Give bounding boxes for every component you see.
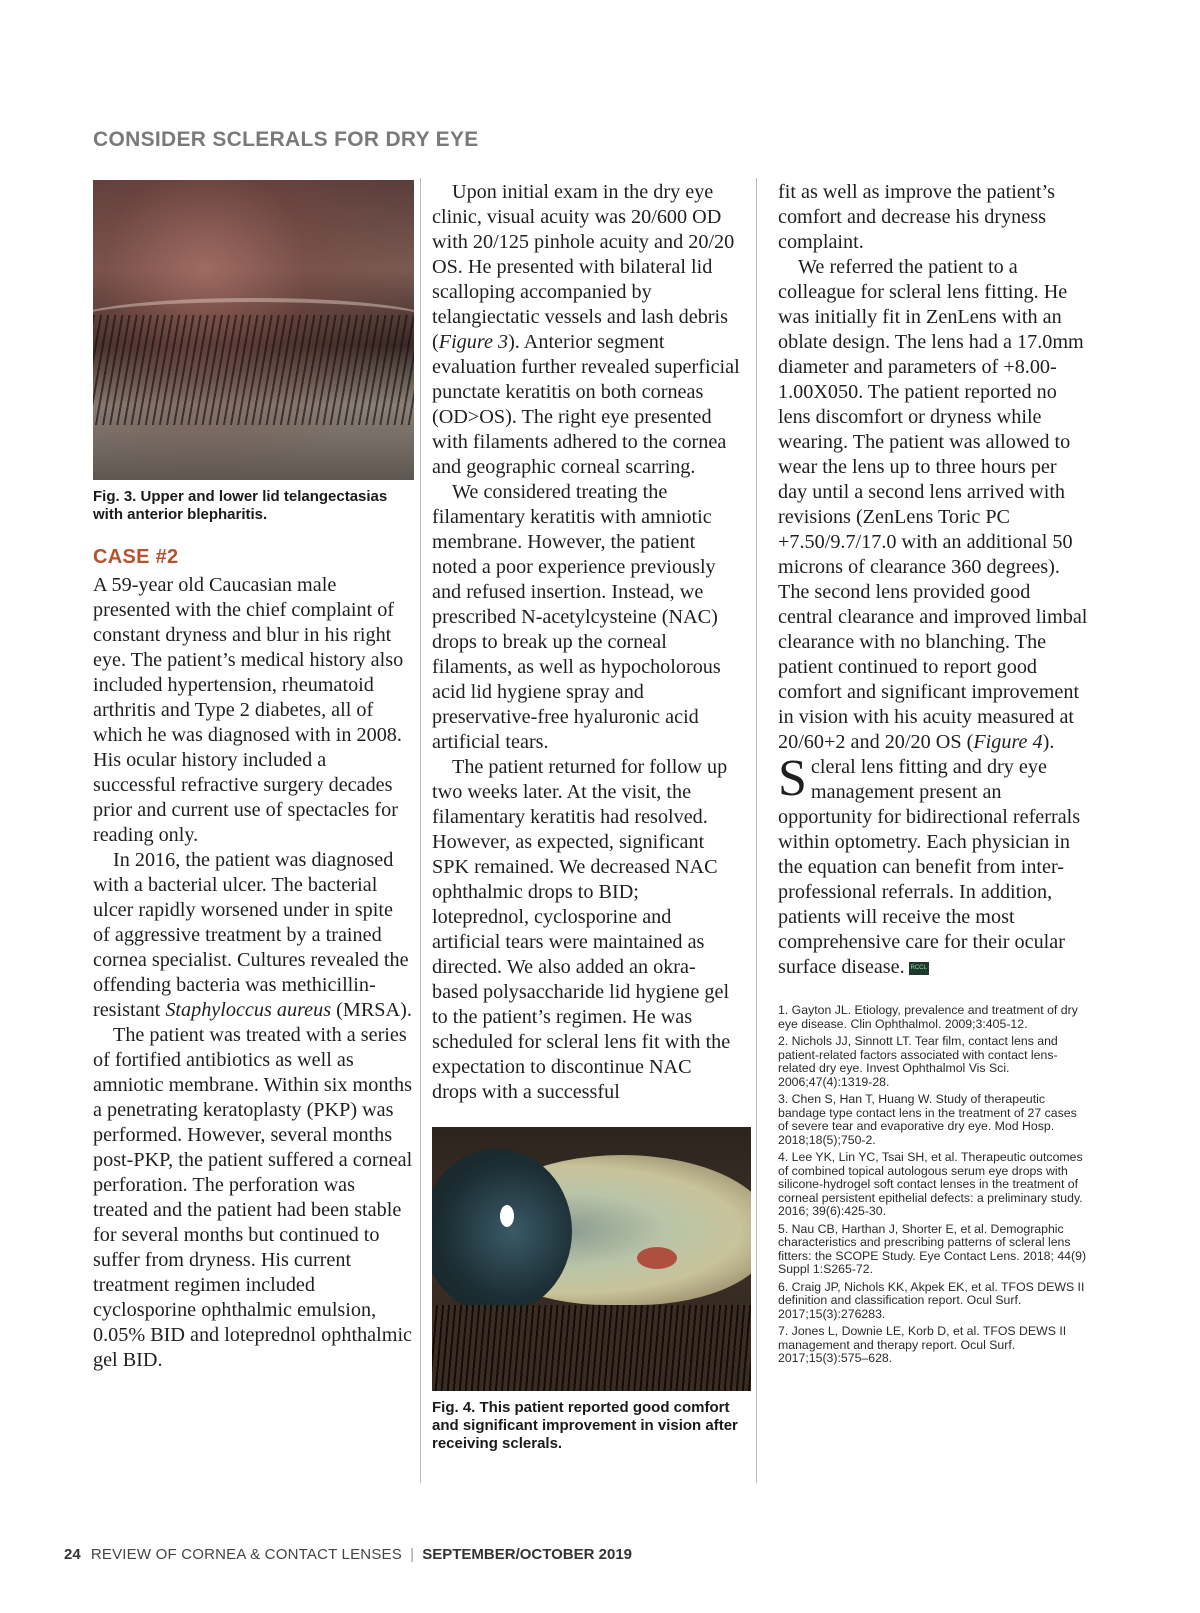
drop-cap: S <box>778 750 807 807</box>
paragraph: A 59-year old Caucasian male presented with the chief complaint of constant dryness and blur in his right eye. The patient’s medical history also included hypertension, rheumatoid arthritis and Type 2 diabetes, all of which he was diagnosed with in 2008. His ocular history included a successful refractive surgery decades prior and current use of spectacles for reading only. <box>93 574 404 846</box>
reference-item: 4. Lee YK, Lin YC, Tsai SH, et al. Therapeutic outcomes of combined topical autologous serum eye drops with silicone-hydrogel soft contact lenses in the treatment of corneal persistent epithelial defects: a preliminary study. 2016; 39(6):425-30. <box>778 1150 1083 1218</box>
publication-name: REVIEW OF CORNEA & CONTACT LENSES <box>90 1546 402 1563</box>
reference-item: 2. Nichols JJ, Sinnott LT. Tear film, contact lens and patient-related factors associated with contact lens-related dry eye. Invest Ophthalmol Vis Sci. 2006;47(4):1319-28. <box>778 1034 1058 1089</box>
column-divider <box>420 178 421 1483</box>
figure-3-photo <box>93 180 414 480</box>
end-mark-logo: RCCL <box>909 962 929 975</box>
page-footer <box>64 1546 632 1563</box>
figure-3-caption: Fig. 3. Upper and lower lid telangectasias with anterior blepharitis. <box>93 488 388 523</box>
figure-4-caption: Fig. 4. This patient reported good comfort and significant improvement in vision after receiving sclerals. <box>432 1399 738 1452</box>
paragraph: We considered treating the filamentary keratitis with amniotic membrane. However, the patient noted a poor experience previously and refused insertion. Instead, we prescribed N-acetylcysteine (NAC) drops to break up the corneal filaments, as well as hypocholorous acid lid hygiene spray and preservative-free hyaluronic acid artificial tears. <box>432 481 721 753</box>
column-2 <box>432 180 740 1453</box>
column-3 <box>778 180 1088 1370</box>
reference-item: 6. Craig JP, Nichols KK, Akpek EK, et al. TFOS DEWS II definition and classification report. Ocul Surf. 2017;15(3):276283. <box>778 1279 1085 1321</box>
page-number: 24 <box>64 1546 81 1563</box>
case-heading: CASE #2 <box>93 546 179 568</box>
references-list <box>778 1004 1088 1366</box>
reference-item: 5. Nau CB, Harthan J, Shorter E, et al. Demographic characteristics and prescribing patterns of scleral lens fitters: the SCOPE Study. Eye Contact Lens. 2018; 44(9) Suppl 1:S265-72. <box>778 1221 1087 1276</box>
paragraph: The patient was treated with a series of fortified antibiotics as well as amniotic membrane. Within six months a penetrating keratoplasty (PKP) was performed. However, several months post-PKP, the patient suffered a corneal perforation. The perforation was treated and the patient had been stable for several months but continued to suffer from dryness. His current treatment regimen included cyclosporine ophthalmic emulsion, 0.05% BID and loteprednol ophthalmic gel BID. <box>93 1024 413 1371</box>
conclusion-paragraph: Scleral lens fitting and dry eye management present an opportunity for bidirectional referrals within optometry. Each physician in the equation can benefit from inter-professional referrals. In addition, patients will receive the most comprehensive care for their ocular surface disease. RCCL <box>778 750 1081 978</box>
paragraph: Upon initial exam in the dry eye clinic, visual acuity was 20/600 OD with 20/125 pinhole acuity and 20/20 OS. He presented with bilateral lid scalloping accompanied by telangiectatic vessels and lash debris (Figure 3). Anterior segment evaluation further revealed superficial punctate keratitis on both corneas (OD>OS). The right eye presented with filaments adhered to the cornea and geographic corneal scarring. <box>432 181 740 478</box>
figure-4-photo <box>432 1127 751 1391</box>
paragraph: fit as well as improve the patient’s comfort and decrease his dryness complaint. <box>778 181 1055 253</box>
section-title: CONSIDER SCLERALS FOR DRY EYE <box>93 128 479 151</box>
paragraph: In 2016, the patient was diagnosed with a bacterial ulcer. The bacterial ulcer rapidly worsened under in spite of aggressive treatment by a trained cornea specialist. Cultures revealed the offending bacteria was methicillin-resistant Staphyloccus aureus (MRSA). <box>93 849 412 1021</box>
footer-separator: | <box>410 1546 415 1563</box>
reference-item: 3. Chen S, Han T, Huang W. Study of therapeutic bandage type contact lens in the treatment of 27 cases of severe tear and evaporative dry eye. Mod Hosp. 2018;18(5);750-2. <box>778 1092 1077 1147</box>
reference-item: 7. Jones L, Downie LE, Korb D, et al. TFOS DEWS II management and therapy report. Ocul Surf. 2017;15(3):575–628. <box>778 1324 1067 1365</box>
reference-item: 1. Gayton JL. Etiology, prevalence and treatment of dry eye disease. Clin Ophthalmol. 2009;3:405-12. <box>778 1003 1078 1031</box>
column-1 <box>93 180 413 1373</box>
paragraph: The patient returned for follow up two weeks later. At the visit, the filamentary keratitis had resolved. However, as expected, significant SPK remained. We decreased NAC ophthalmic drops to BID; loteprednol, cyclosporine and artificial tears were maintained as directed. We also added an okra-based polysaccharide lid hygiene gel to the patient’s regimen. He was scheduled for scleral lens fit with the expectation to discontinue NAC drops with a successful <box>432 756 731 1103</box>
column-divider <box>756 178 757 1483</box>
issue-date: SEPTEMBER/OCTOBER 2019 <box>422 1546 632 1563</box>
paragraph: We referred the patient to a colleague for scleral lens fitting. He was initially fit in ZenLens with an oblate design. The lens had a 17.0mm diameter and parameters of +8.00-1.00X050. The patient reported no lens discomfort or dryness while wearing. The patient was allowed to wear the lens up to three hours per day until a second lens arrived with revisions (ZenLens Toric PC +7.50/9.7/17.0 with an additional 50 microns of clearance 360 degrees). The second lens provided good central clearance and improved limbal clearance with no blanching. The patient continued to report good comfort and significant improvement in vision with his acuity measured at 20/60+2 and 20/20 OS (Figure 4). <box>778 256 1088 753</box>
